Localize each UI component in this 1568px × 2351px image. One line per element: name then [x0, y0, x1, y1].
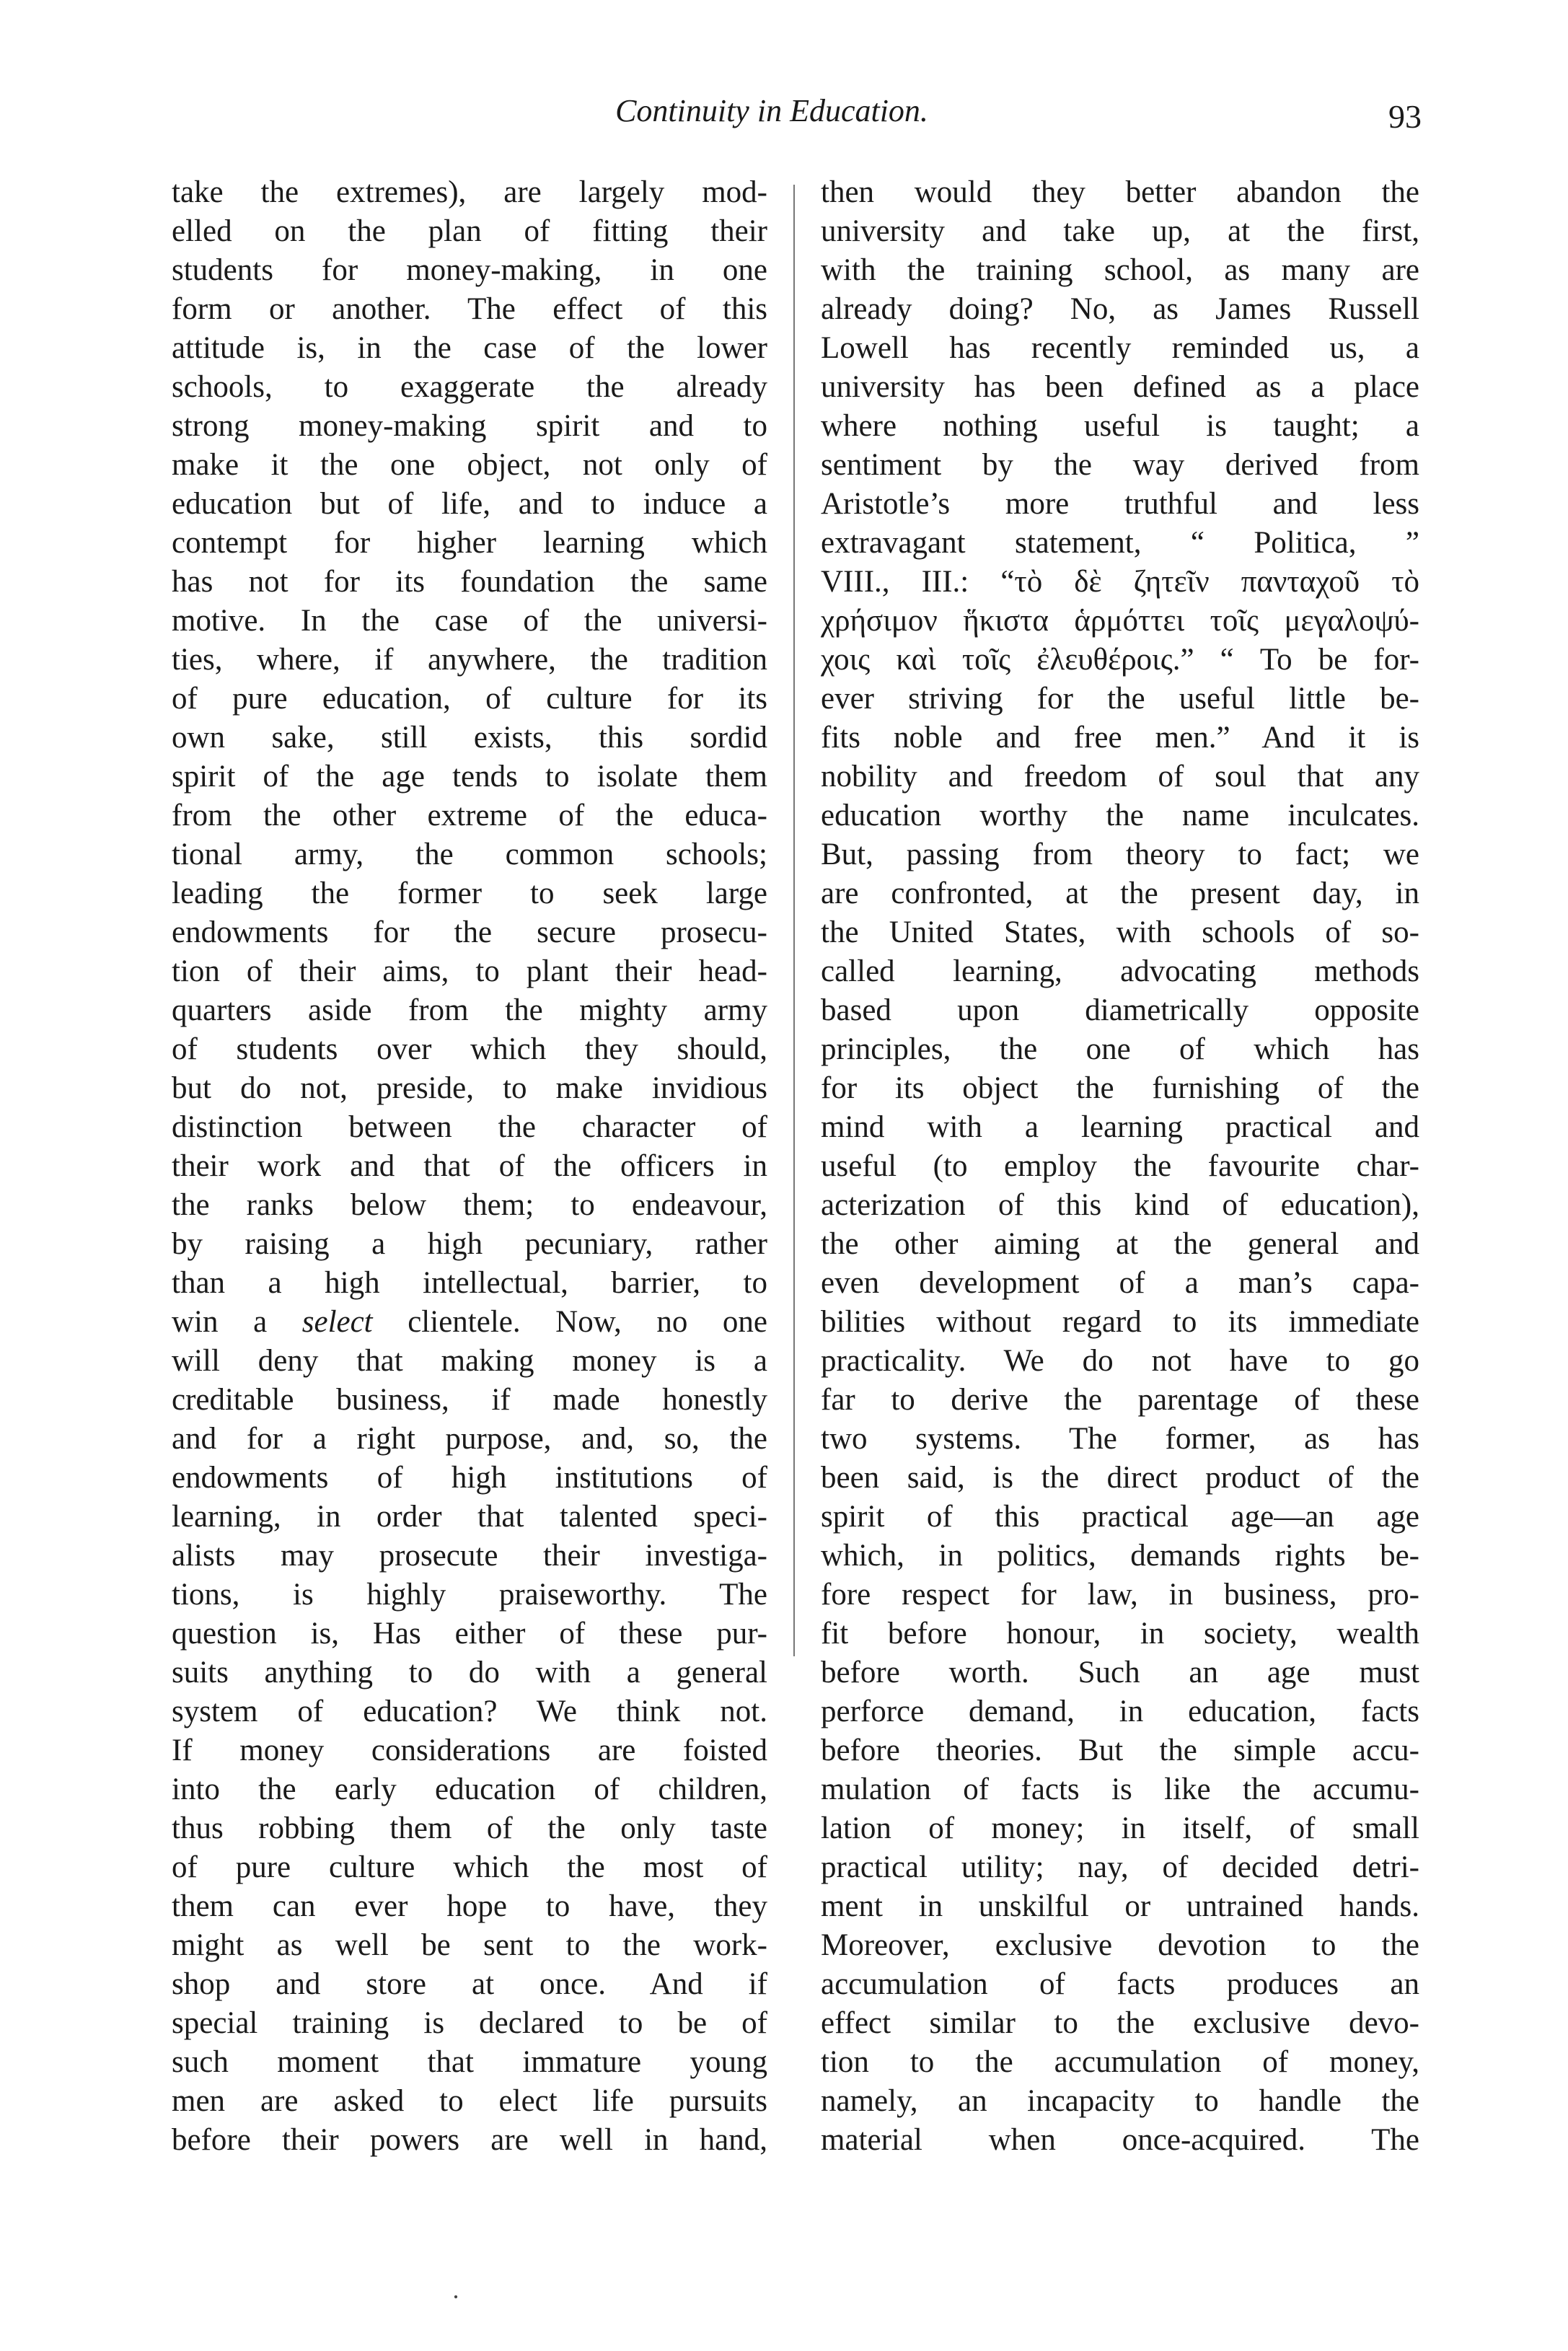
text-line: material when once-acquired. The	[821, 2123, 1419, 2157]
text-line: alists may prosecute their investiga-	[172, 1539, 767, 1573]
text-line: system of education? We think not.	[172, 1695, 767, 1728]
text-line: men are asked to elect life pursuits	[172, 2084, 767, 2118]
text-line: effect similar to the exclusive devo-	[821, 2006, 1419, 2040]
text-line: elled on the plan of fitting their	[172, 214, 767, 248]
text-line: tions, is highly praiseworthy. The	[172, 1578, 767, 1612]
running-head	[0, 85, 1568, 143]
text-line: university has been defined as a place	[821, 370, 1419, 404]
text-line: tion to the accumulation of money,	[821, 2045, 1419, 2079]
text-line: then would they better abandon the	[821, 175, 1419, 209]
text-line: ever striving for the useful little be-	[821, 682, 1419, 716]
text-line: with the training school, as many are	[821, 253, 1419, 287]
left-column	[172, 173, 767, 2160]
text-line: the United States, with schools of so-	[821, 915, 1419, 949]
text-line: accumulation of facts produces an	[821, 1967, 1419, 2001]
text-line: learning, in order that talented speci-	[172, 1500, 767, 1534]
text-line: attitude is, in the case of the lower	[172, 331, 767, 365]
text-line: of students over which they should,	[172, 1032, 767, 1066]
text-line: schools, to exaggerate the already	[172, 370, 767, 404]
text-line: them can ever hope to have, they	[172, 1889, 767, 1923]
text-line: thus robbing them of the only taste	[172, 1811, 767, 1845]
text-line: Moreover, exclusive devotion to the	[821, 1928, 1419, 1962]
text-line: are confronted, at the present day, in	[821, 876, 1419, 910]
text-line: perforce demand, in education, facts	[821, 1695, 1419, 1728]
text-line: even development of a man’s capa-	[821, 1266, 1419, 1300]
text-line: by raising a high pecuniary, rather	[172, 1227, 767, 1261]
text-line: creditable business, if made honestly	[172, 1383, 767, 1417]
text-line: form or another. The effect of this	[172, 292, 767, 326]
text-line: mulation of facts is like the accumu-	[821, 1772, 1419, 1806]
text-line: education but of life, and to induce a	[172, 487, 767, 521]
text-line: acterization of this kind of education),	[821, 1188, 1419, 1222]
text-line: which, in politics, demands rights be-	[821, 1539, 1419, 1573]
text-line: endowments for the secure prosecu-	[172, 915, 767, 949]
text-line: χοις καὶ τοῖς ἐλευθέροις.” “ To be for-	[821, 643, 1419, 677]
text-line: from the other extreme of the educa-	[172, 799, 767, 832]
text-line: take the extremes), are largely mod-	[172, 175, 767, 209]
text-line: win a select clientele. Now, no one	[172, 1305, 767, 1339]
text-line: students for money-making, in one	[172, 253, 767, 287]
text-line: spirit of the age tends to isolate them	[172, 760, 767, 794]
text-line: education worthy the name inculcates.	[821, 799, 1419, 832]
text-line: two systems. The former, as has	[821, 1422, 1419, 1456]
text-line: practical utility; nay, of decided detri-	[821, 1850, 1419, 1884]
text-line: endowments of high institutions of	[172, 1461, 767, 1495]
text-line: the other aiming at the general and	[821, 1227, 1419, 1261]
text-line: Aristotle’s more truthful and less	[821, 487, 1419, 521]
text-line: called learning, advocating methods	[821, 954, 1419, 988]
text-line: far to derive the parentage of these	[821, 1383, 1419, 1417]
text-line: fit before honour, in society, wealth	[821, 1617, 1419, 1651]
text-line: motive. In the case of the universi-	[172, 604, 767, 638]
column-divider	[793, 185, 795, 1656]
text-line: university and take up, at the first,	[821, 214, 1419, 248]
text-line: Lowell has recently reminded us, a	[821, 331, 1419, 365]
text-line: If money considerations are foisted	[172, 1733, 767, 1767]
text-line: already doing? No, as James Russell	[821, 292, 1419, 326]
text-line: χρήσιμον ἥκιστα ἁρμόττει τοῖς μεγαλοψύ-	[821, 604, 1419, 638]
text-line: special training is declared to be of	[172, 2006, 767, 2040]
text-line: tional army, the common schools;	[172, 838, 767, 871]
text-line: contempt for higher learning which	[172, 526, 767, 560]
text-line: mind with a learning practical and	[821, 1110, 1419, 1144]
text-line: shop and store at once. And if	[172, 1967, 767, 2001]
text-line: tion of their aims, to plant their head-	[172, 954, 767, 988]
text-line: fits noble and free men.” And it is	[821, 721, 1419, 755]
running-head-title: Continuity in Education.	[615, 93, 928, 128]
text-line: practicality. We do not have to go	[821, 1344, 1419, 1378]
text-line: than a high intellectual, barrier, to	[172, 1266, 767, 1300]
text-line: useful (to employ the favourite char-	[821, 1149, 1419, 1183]
text-line: distinction between the character of	[172, 1110, 767, 1144]
text-line: based upon diametrically opposite	[821, 993, 1419, 1027]
text-line: suits anything to do with a general	[172, 1656, 767, 1689]
text-line: of pure culture which the most of	[172, 1850, 767, 1884]
footer-mark: ·	[452, 2282, 460, 2311]
text-line: leading the former to seek large	[172, 876, 767, 910]
text-line: ment in unskilful or untrained hands.	[821, 1889, 1419, 1923]
text-line: bilities without regard to its immediate	[821, 1305, 1419, 1339]
text-line: extravagant statement, “ Politica, ”	[821, 526, 1419, 560]
text-line: quarters aside from the mighty army	[172, 993, 767, 1027]
text-line: nobility and freedom of soul that any	[821, 760, 1419, 794]
text-line: been said, is the direct product of the	[821, 1461, 1419, 1495]
text-line: might as well be sent to the work-	[172, 1928, 767, 1962]
text-line: has not for its foundation the same	[172, 565, 767, 599]
text-line: sentiment by the way derived from	[821, 448, 1419, 482]
text-line: fore respect for law, in business, pro-	[821, 1578, 1419, 1612]
text-line: But, passing from theory to fact; we	[821, 838, 1419, 871]
right-column	[821, 173, 1419, 2160]
text-line: lation of money; in itself, of small	[821, 1811, 1419, 1845]
text-line: strong money-making spirit and to	[172, 409, 767, 443]
text-line: spirit of this practical age—an age	[821, 1500, 1419, 1534]
text-line: of pure education, of culture for its	[172, 682, 767, 716]
text-line: but do not, preside, to make invidious	[172, 1071, 767, 1105]
text-line: ties, where, if anywhere, the tradition	[172, 643, 767, 677]
text-line: such moment that immature young	[172, 2045, 767, 2079]
text-line: before worth. Such an age must	[821, 1656, 1419, 1689]
text-line: will deny that making money is a	[172, 1344, 767, 1378]
text-line: where nothing useful is taught; a	[821, 409, 1419, 443]
text-line: for its object the furnishing of the	[821, 1071, 1419, 1105]
text-line: into the early education of children,	[172, 1772, 767, 1806]
text-line: before theories. But the simple accu-	[821, 1733, 1419, 1767]
text-line: question is, Has either of these pur-	[172, 1617, 767, 1651]
text-line: principles, the one of which has	[821, 1032, 1419, 1066]
text-line: before their powers are well in hand,	[172, 2123, 767, 2157]
text-line: VIII., III.: “τὸ δὲ ζητεῖν πανταχοῦ τὸ	[821, 565, 1419, 599]
text-line: own sake, still exists, this sordid	[172, 721, 767, 755]
text-line: namely, an incapacity to handle the	[821, 2084, 1419, 2118]
text-line: and for a right purpose, and, so, the	[172, 1422, 767, 1456]
text-line: make it the one object, not only of	[172, 448, 767, 482]
page-number: 93	[1388, 98, 1422, 135]
text-line: their work and that of the officers in	[172, 1149, 767, 1183]
text-line: the ranks below them; to endeavour,	[172, 1188, 767, 1222]
